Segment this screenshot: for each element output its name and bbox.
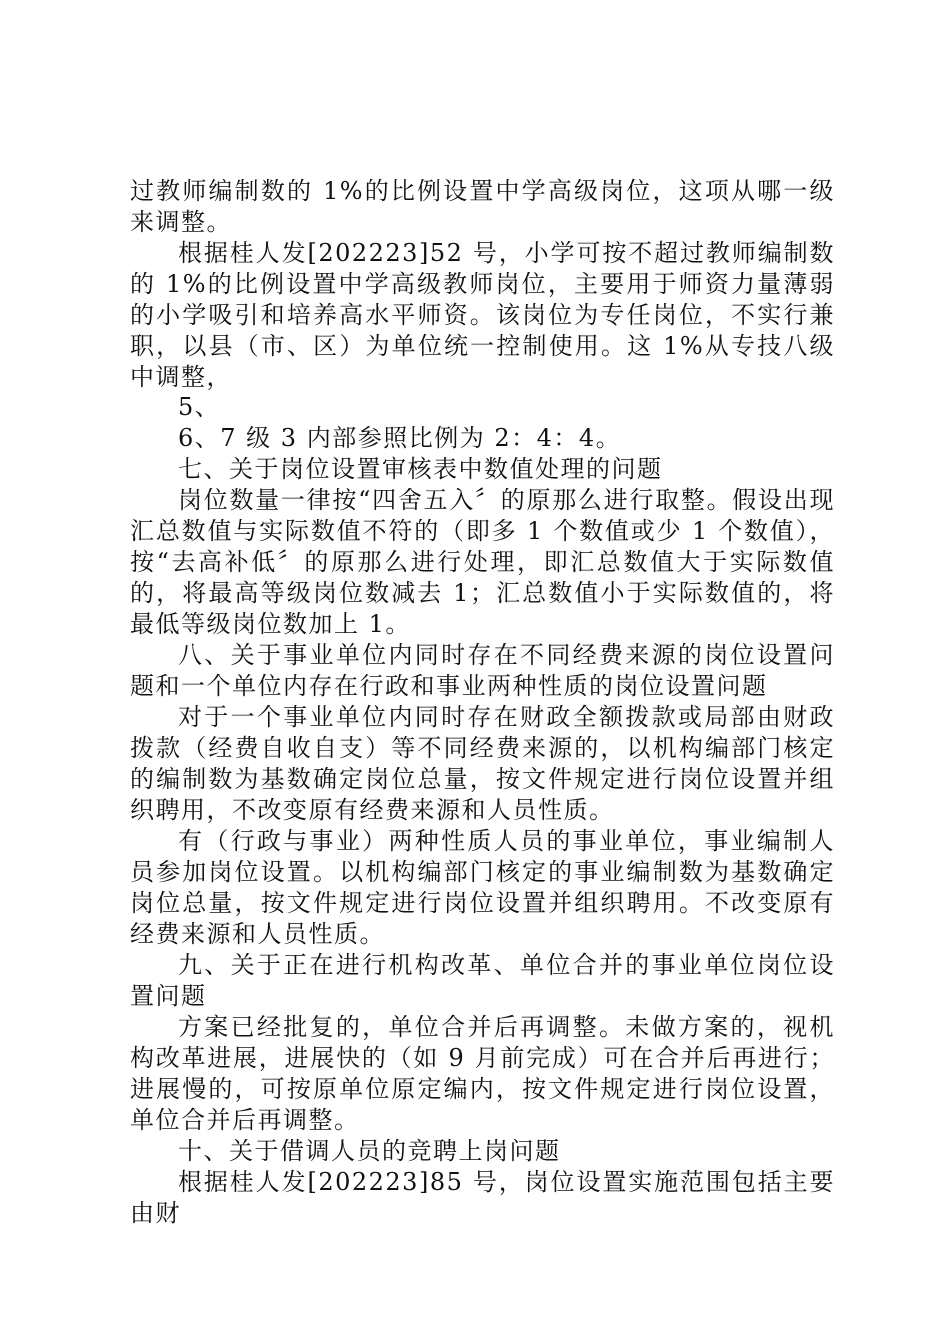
list-number: 5、 xyxy=(178,393,221,421)
paragraph: 岗位数量一律按“四舍五入〞的原那么进行取整。假设出现汇总数值与实际数值不符的（即多 1 个数值或少 1 个数值），按“去高补低〞的原那么进行处理，即汇总数值大于实际数值的，将最高等级岗位数减去 1；汇总数值小于实际数值的，将最低等级岗位数加上 1。 xyxy=(130,486,835,638)
section-heading: 十、关于借调人员的竞聘上岗问题 xyxy=(178,1137,561,1165)
paragraph: 方案已经批复的，单位合并后再调整。未做方案的，视机构改革进展，进展快的（如 9 月前完成）可在合并后再进行；进展慢的，可按原单位原定编内，按文件规定进行岗位设置，单位合并后再调整。 xyxy=(130,1013,835,1134)
paragraph: 有（行政与事业）两种性质人员的事业单位，事业编制人员参加岗位设置。以机构编部门核定的事业编制数为基数确定岗位总量，按文件规定进行岗位设置并组织聘用。不改变原有经费来源和人员性质。 xyxy=(130,827,835,948)
paragraph: 6、7 级 3 内部参照比例为 2：4：4。 xyxy=(178,424,622,452)
section-heading: 八、关于事业单位内同时存在不同经费来源的岗位设置问题和一个单位内存在行政和事业两种性质的岗位设置问题 xyxy=(130,641,835,700)
section-heading: 七、关于岗位设置审核表中数值处理的问题 xyxy=(178,455,663,483)
paragraph: 根据桂人发[202223]85 号，岗位设置实施范围包括主要由财 xyxy=(130,1168,835,1227)
section-heading: 九、关于正在进行机构改革、单位合并的事业单位岗位设置问题 xyxy=(130,951,835,1010)
paragraph: 过教师编制数的 1%的比例设置中学高级岗位，这项从哪一级来调整。 xyxy=(130,177,835,236)
paragraph: 对于一个事业单位内同时存在财政全额拨款或局部由财政拨款（经费自收自支）等不同经费来源的，以机构编部门核定的编制数为基数确定岗位总量，按文件规定进行岗位设置并组织聘用，不改变原有经费来源和人员性质。 xyxy=(130,703,835,824)
text-block-top xyxy=(130,176,835,393)
text-block-main xyxy=(130,392,835,1229)
paragraph: 根据桂人发[202223]52 号，小学可按不超过教师编制数的 1%的比例设置中学高级教师岗位，主要用于师资力量薄弱的小学吸引和培养高水平师资。该岗位为专任岗位，不实行兼职，以县（市、区）为单位统一控制使用。这 1%从专技八级中调整， xyxy=(130,239,835,391)
